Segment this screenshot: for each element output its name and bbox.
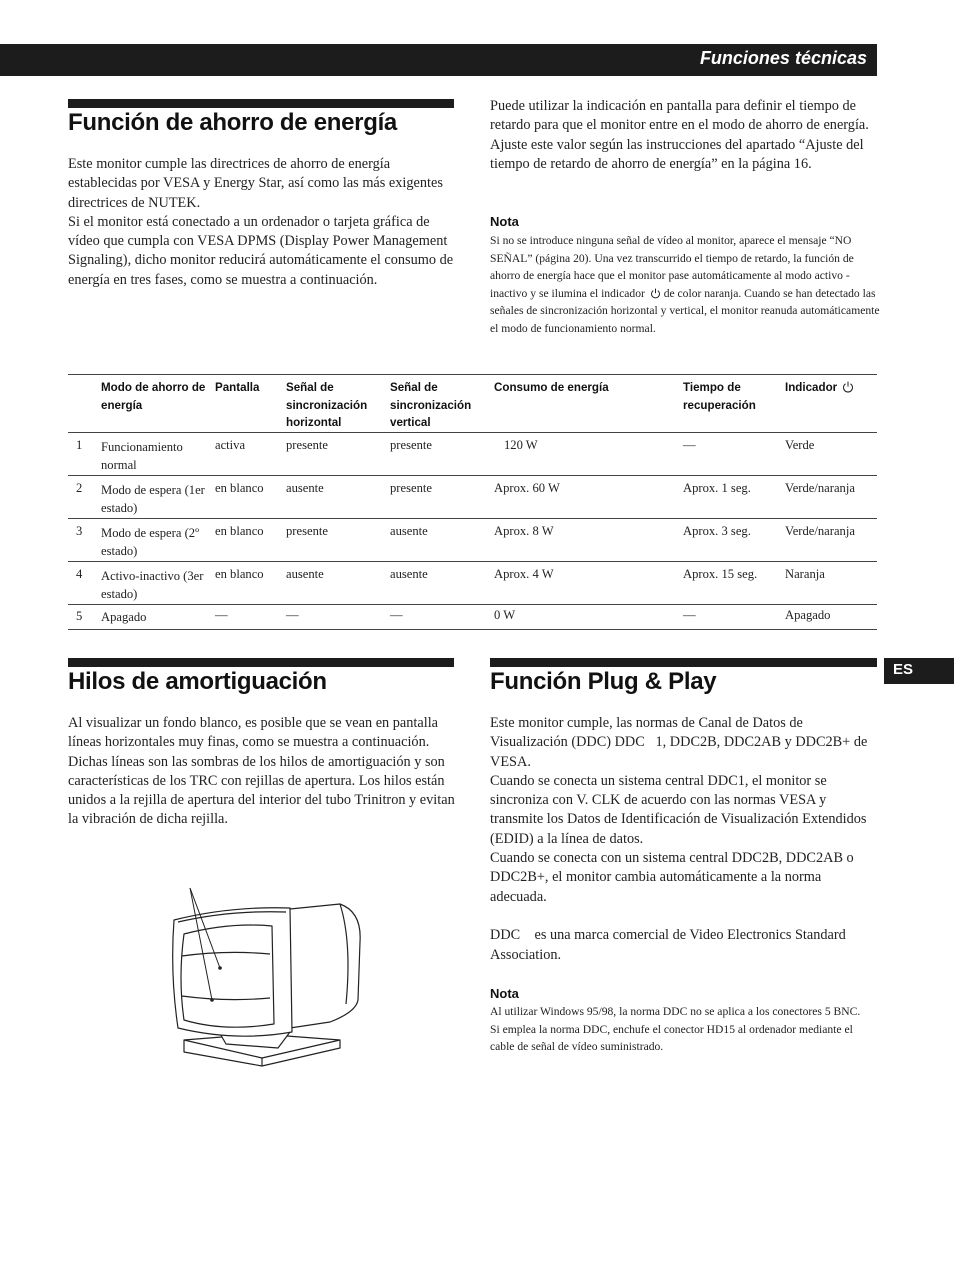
energy-para-2: Si el monitor está conectado a un ordenador o tarjeta gráfica de vídeo que cumpla con VESA DPMS (Display Power Management Signaling), dicho monitor reducirá automáticamente el consumo de energía en tres fases, como se muestra a continuación. xyxy=(68,213,454,288)
cell-mode: Modo de espera (1er estado) xyxy=(101,483,205,515)
cell-screen: en blanco xyxy=(215,524,264,538)
cell-vsync: presente xyxy=(390,481,432,495)
cell-vsync: ausente xyxy=(390,567,428,581)
power-icon xyxy=(650,288,661,299)
cell-recovery: — xyxy=(683,438,696,452)
th-hsync: Señal de sincronización horizontal xyxy=(286,381,368,429)
energy-note-title: Nota xyxy=(490,214,519,229)
row-number: 2 xyxy=(76,481,83,495)
cell-indicator: Naranja xyxy=(785,567,825,581)
cell-hsync: presente xyxy=(286,438,328,452)
cell-consumption: Aprox. 8 W xyxy=(494,524,554,538)
cell-vsync: ausente xyxy=(390,524,428,538)
power-icon xyxy=(842,381,854,393)
cell-screen: activa xyxy=(215,438,246,452)
row-number: 5 xyxy=(76,609,83,623)
wires-para: Al visualizar un fondo blanco, es posible que se vean en pantalla líneas horizontales muy finas, como se muestra a continuación. Dichas líneas son las sombras de los hilos de amortiguación y son características de los TRC con rejillas de apertura. Los hilos están unidos a la rejilla de apertura del interior del tubo Trinitron y evitan la vibración de dicha rejilla. xyxy=(68,715,455,828)
energy-body xyxy=(68,155,460,290)
table-row xyxy=(68,562,877,605)
cell-indicator: Verde xyxy=(785,438,815,452)
cell-vsync: presente xyxy=(390,438,432,452)
cell-indicator: Verde/naranja xyxy=(785,481,855,495)
language-tab-label: ES xyxy=(893,661,914,678)
energy-note-text xyxy=(490,232,880,338)
cell-consumption: Aprox. 4 W xyxy=(494,567,554,581)
language-tab xyxy=(884,658,954,684)
table-row xyxy=(68,519,877,562)
cell-indicator: Verde/naranja xyxy=(785,524,855,538)
section-rule-plug xyxy=(490,658,877,667)
table-header-row xyxy=(68,375,877,433)
cell-recovery: Aprox. 3 seg. xyxy=(683,524,751,538)
th-vsync: Señal de sincronización vertical xyxy=(390,381,472,429)
power-saving-table xyxy=(68,374,877,630)
cell-hsync: ausente xyxy=(286,567,324,581)
cell-mode: Apagado xyxy=(101,610,147,624)
cell-consumption: 120 W xyxy=(504,438,538,452)
th-consumption: Consumo de energía xyxy=(494,381,609,394)
plug-note-text: Al utilizar Windows 95/98, la norma DDC no se aplica a los conectores 5 BNC. Si emplea la norma DDC, enchufe el conector HD15 al ordenador mediante el cable de señal de vídeo suministrado. xyxy=(490,1005,861,1054)
section-rule-wires xyxy=(68,658,454,667)
row-number: 3 xyxy=(76,524,83,538)
header-title: Funciones técnicas xyxy=(699,48,867,68)
cell-screen: en blanco xyxy=(215,567,264,581)
cell-hsync: ausente xyxy=(286,481,324,495)
cell-recovery: Aprox. 1 seg. xyxy=(683,481,751,495)
wires-title: Hilos de amortiguación xyxy=(68,668,327,695)
cell-mode: Funcionamiento normal xyxy=(101,440,183,472)
th-indicator xyxy=(785,379,854,397)
th-screen: Pantalla xyxy=(215,381,260,394)
plug-para-4: DDC es una marca comercial de Video Electronics Standard Association. xyxy=(490,927,846,963)
cell-screen: — xyxy=(215,608,228,622)
cell-mode: Activo-inactivo (3er estado) xyxy=(101,569,204,601)
monitor-illustration xyxy=(160,882,380,1077)
th-mode: Modo de ahorro de energía xyxy=(101,381,206,412)
energy-right-para: Puede utilizar la indicación en pantalla para definir el tiempo de retardo para que el monitor entre en el modo de ahorro de energía. Ajuste este valor según las instrucciones del apartado “Ajuste del tiempo de retardo de ahorro de energía” en la página 16. xyxy=(490,98,869,172)
plug-para-2: Cuando se conecta un sistema central DDC1, el monitor se sincroniza con V. CLK de acuerdo con las normas VESA y transmite los Datos de Identificación de Visualización Extendidos (EDID) a la línea de datos. xyxy=(490,772,867,847)
plug-para-3: Cuando se conecta con un sistema central DDC2B, DDC2AB o DDC2B+, el monitor cambia automáticamente a la norma adecuada. xyxy=(490,850,854,905)
energy-note-text-b: de color naranja. Cuando se han detectado las señales de sincronización horizontal y vertical, el monitor reanuda automáticamente el modo de funcionamiento normal. xyxy=(490,286,880,335)
energy-note-text-a: Si no se introduce ninguna señal de vídeo al monitor, aparece el mensaje “NO SEÑAL” (página 20). Una vez transcurrido el tiempo de retardo, la función de ahorro de energía hace que el monitor pase automáticamente al modo activo - inactivo y se ilumina el indicador xyxy=(490,234,854,300)
cell-indicator: Apagado xyxy=(785,608,831,622)
plug-note-title: Nota xyxy=(490,986,519,1001)
cell-recovery: — xyxy=(683,608,696,622)
row-number: 4 xyxy=(76,567,83,581)
cell-hsync: — xyxy=(286,608,299,622)
th-indicator-label: Indicador xyxy=(785,381,838,394)
plug-para-1: Este monitor cumple, las normas de Canal de Datos de Visualización (DDC) DDC 1, DDC2B, DDC2AB y DDC2B+ de VESA. xyxy=(490,715,868,770)
cell-vsync: — xyxy=(390,608,403,622)
plug-body xyxy=(490,714,880,965)
cell-screen: en blanco xyxy=(215,481,264,495)
table-row xyxy=(68,433,877,476)
th-recovery: Tiempo de recuperación xyxy=(683,381,756,412)
cell-consumption: 0 W xyxy=(494,608,516,622)
section-rule-energy xyxy=(68,99,454,108)
cell-consumption: Aprox. 60 W xyxy=(494,481,560,495)
table-row xyxy=(68,476,877,519)
plug-title: Función Plug & Play xyxy=(490,668,717,695)
row-number: 1 xyxy=(76,438,83,452)
cell-recovery: Aprox. 15 seg. xyxy=(683,567,758,581)
header-bar xyxy=(0,44,877,76)
energy-para-1: Este monitor cumple las directrices de ahorro de energía establecidas por VESA y Energy Star, así como las más exigentes directrices de NUTEK. xyxy=(68,156,443,211)
cell-mode: Modo de espera (2º estado) xyxy=(101,526,199,558)
table-row xyxy=(68,605,877,630)
cell-hsync: presente xyxy=(286,524,328,538)
energy-title: Función de ahorro de energía xyxy=(68,109,397,136)
